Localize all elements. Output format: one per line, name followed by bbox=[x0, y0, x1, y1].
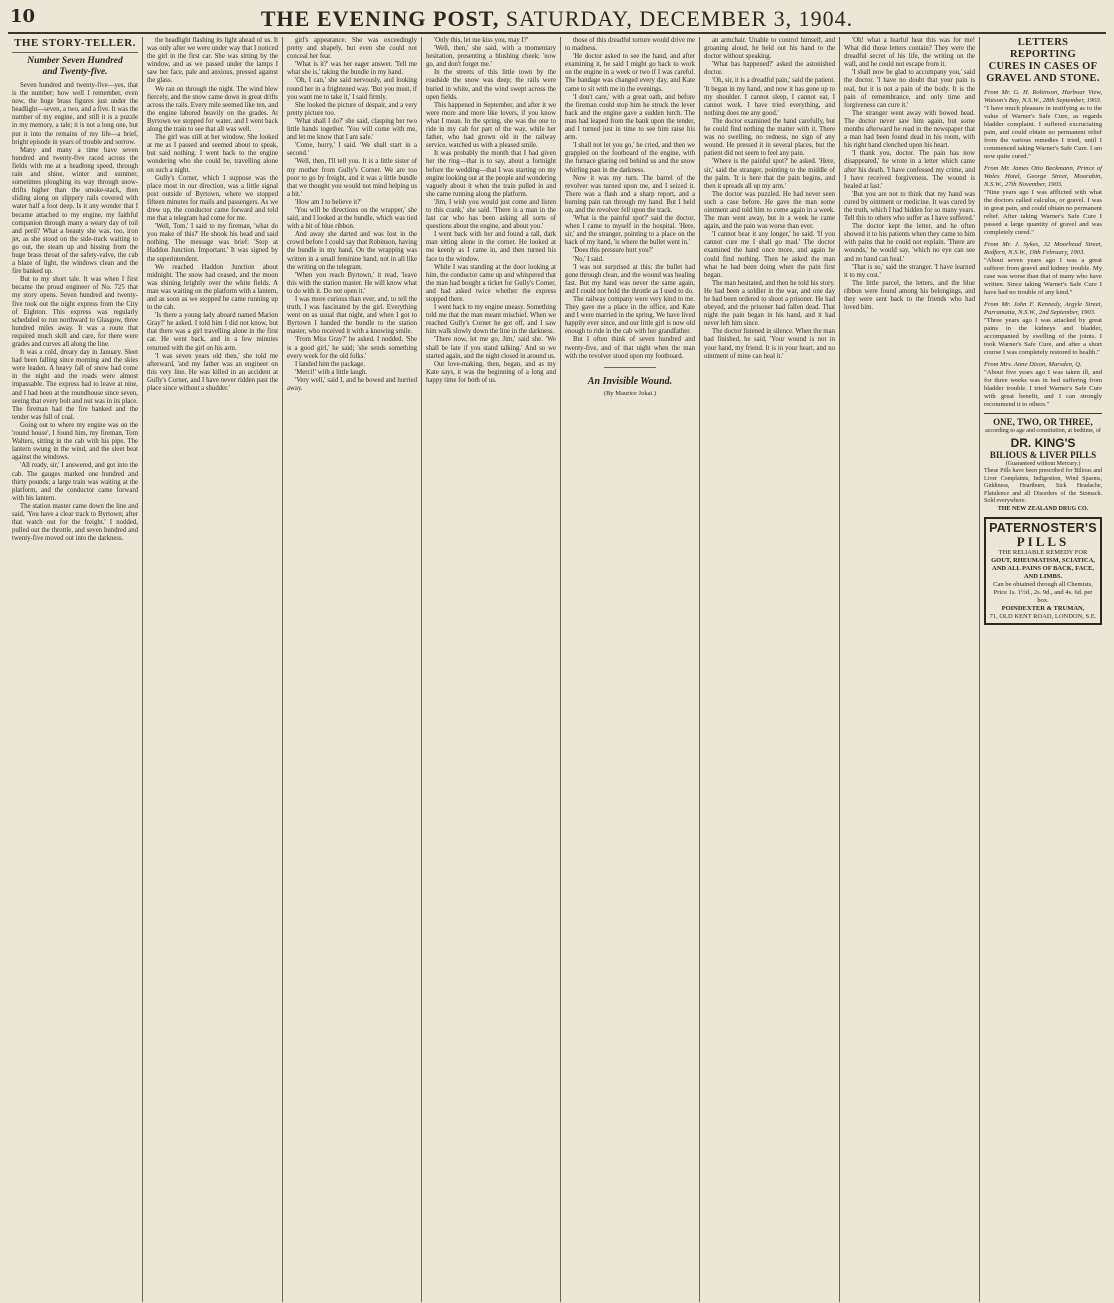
paragraph: 'What has happened?' asked the astonished doctor. bbox=[704, 61, 835, 77]
paragraph: 'Where is the painful spot?' he asked. 'Here, sir,' said the stranger, pointing to the middle of the palm. 'It is here that the pain begins, and then it spreads all up my arm.' bbox=[704, 158, 835, 190]
paragraph: The doctor listened in silence. When the man had finished, he said, 'Your wound is not in your hand, my friend. It is in your heart, and no ointment of mine can heal it.' bbox=[704, 328, 835, 360]
paragraph: 'How am I to believe it?' bbox=[295, 198, 362, 206]
paragraph: 'I was not surprised at this; the bullet had gone through clean, and the wound was healing fast. But my hand was never the same again, and I could not hold the throttle as I used to do. bbox=[565, 263, 695, 295]
paragraph: Many and many a time have seven hundred and twenty-five raced across the fields with me at a headlong speed, through rain and shine, winter and summer, sometimes ploughing its way through snow-drifts higher than the smoke-stack, then sliding along on slippery rails covered with water half a foot deep. Is it any wonder that I became attached to my engine, my faithful companion through many a weary day of toil and peril? What a beauty she was, too, iron jet, as she stood on the side-track waiting to go out, the steam up and hissing from the huge brass throat of the safety-valve, the cab a blaze of light, the windows clean and the fire banked up. bbox=[12, 146, 138, 276]
column-5 bbox=[561, 37, 700, 1302]
dosage-heading: ONE, TWO, OR THREE, bbox=[993, 417, 1093, 427]
paternoster-subtitle: THE RELIABLE REMEDY FOR bbox=[998, 549, 1088, 556]
story-title bbox=[12, 56, 138, 78]
kings-name: DR. KING'S bbox=[1010, 435, 1076, 450]
story-title-line-1: Number Seven Hundred bbox=[27, 56, 123, 66]
paternoster-ailments: GOUT, RHEUMATISM, SCIATICA, AND ALL PAINS OF BACK, FACE, AND LIMBS. bbox=[991, 557, 1095, 580]
paragraph: But I often think of seven hundred and twenty-five, and of that night when the man with the revolver stood upon my footboard. bbox=[565, 336, 695, 360]
column-8-advertisements bbox=[980, 37, 1106, 1302]
paternoster-proprietors: POINDEXTER & TRUMAN, bbox=[1001, 605, 1085, 612]
paragraph: This happened in September, and after it we were more and more like lovers, if you know what I mean. In the spring, she was the one to ride in my cab for part of the way, while her father, who had grown old in the railway service, watched us with a pleased smile. bbox=[426, 101, 556, 150]
paragraph: The girl was still at her window. She looked at me as I passed and seemed about to speak, but said nothing. I went back to the engine wondering who she could be, travelling alone on such a night. bbox=[147, 134, 278, 174]
paragraph: And away she darted and was lost in the crowd before I could say that Robinson, having the bundle in my hand, On the wrapping was written in a small feminine hand, not in all like the writing on the telegram. bbox=[287, 231, 417, 271]
paragraph: 'All ready, sir,' I answered, and got into the cab. The gauges marked one hundred and thirty pounds; a large train was waiting at the platform, and the conductor came forward with his lantern. bbox=[12, 462, 138, 502]
kings-agent: THE NEW ZEALAND DRUG CO. bbox=[997, 505, 1089, 512]
paragraph: 'I don't care,' with a great oath, and before the fireman could stop him he struck the lever back and the engine gave a sudden lurch. The man had leaped from the bank upon the tender, and I turned just in time to see him raise his arm. bbox=[565, 93, 695, 142]
paragraph: The doctor was puzzled. He had never seen such a case before. He gave the man some ointment and told him to come again in a week. The man went away, but in a week he came again, and the pain was worse than ever. bbox=[704, 190, 835, 231]
paragraph: She looked the picture of despair, and a very pretty picture too. bbox=[287, 101, 417, 117]
paragraph: 'Very well,' said I, and he bowed and hurried away. bbox=[287, 376, 417, 393]
paragraph: It was a cold, dreary day in January. Sleet had been falling since morning and the skies were leaden. A heavy fall of snow had come in the night and the roads were almost impassable. The express had to leave at nine, and I had been at the roundhouse since seven, seeing that every bolt and nut was in its place. The fireman had the fire banked and the tender was full of coal. bbox=[12, 349, 138, 421]
second-story-byline: (By Maurice Jokai.) bbox=[603, 389, 657, 397]
masthead bbox=[8, 6, 1106, 34]
paragraph: But to my short tale. It was when I first became the proud engineer of No. 725 that my story opens. Seven hundred and twenty-five took out the night express from the City of Eighton. This express was regularly scheduled to run northward to Glasgow, three hundred miles away. It was a route that required much skill and care, for there were grades and curves all along the line. bbox=[12, 276, 138, 348]
paragraph: 'I was seven years old then,' she told me afterward, 'and my father was an engineer on this very line. He was killed in an accident at Gully's Corner, and I have never ridden past the place since without a shudder.' bbox=[147, 352, 278, 393]
paragraph: 'No,' I said. bbox=[573, 255, 604, 263]
paragraph: 'Merci!' with a little laugh. bbox=[295, 368, 368, 376]
issue-date: SATURDAY, DECEMBER 3, 1904. bbox=[505, 6, 854, 31]
paper-title bbox=[8, 6, 1106, 32]
paragraph: 'Oh, sir, it is a dreadful pain,' said the patient. 'It began in my hand, and now it has gone up to my shoulder. I cannot sleep, I cannot eat, I cannot work. I have tried everything, and nothing does me any good.' bbox=[704, 77, 835, 117]
paragraph: 'Well, then, I'll tell you. It is a little sister of my mother from Gully's Corner. We are too poor to go by freight, and it was a little bundle that we thought you would not mind helping us a bit.' bbox=[287, 158, 417, 198]
ad-heading-line-3: GRAVEL AND STONE. bbox=[986, 73, 1100, 84]
paragraph: an armchair. Unable to control himself, and groaning aloud, he held out his hand to the doctor without speaking. bbox=[704, 37, 835, 61]
story-title-line-2: and Twenty-five. bbox=[42, 67, 108, 77]
paragraph: 'I cannot bear it any longer,' he said. 'If you cannot cure me I shall go mad.' The doctor examined the hand once more, and again he could find nothing. Then he asked the man what he had been doing when the pain first began. bbox=[704, 231, 835, 279]
paragraph: 'What is it?' was her eager answer. 'Tell me what she is,' taking the bundle in my hand. bbox=[287, 61, 417, 77]
paragraph: In the streets of this little town by the roadside the snow was deep; the rails were buried in white, and the wind swept across the open fields. bbox=[426, 69, 556, 101]
paragraph: 'Does this pressure hurt you?' bbox=[573, 247, 653, 255]
page-number: 10 bbox=[10, 6, 36, 27]
paragraph: The doctor kept the letter, and he often showed it to his patients when they came to him with pains that he could not explain. 'There are wounds,' he would say, 'which no eye can see and no hand can heal.' bbox=[844, 223, 975, 263]
column-1 bbox=[8, 37, 143, 1302]
paragraph: I went back to my engine uneasy. Something told me that the man meant mischief. When we reached Gully's Corner he got off, and I saw him walk slowly down the line in the darkness. bbox=[426, 304, 556, 336]
paragraph: The station master came down the line and said, 'You have a clear track to Byrtown; after that watch out for the freight.' I nodded, pulled out the throttle, and seven hundred and twenty-five moved out into the darkness. bbox=[12, 502, 138, 543]
paternoster-price-note: Can be obtained through all Chemists, Price 1s. 1½d., 2s. 9d., and 4s. 6d. per box. bbox=[993, 581, 1093, 604]
letter-sender: From Mrs. Anne Dixon, Marsden, Q. bbox=[984, 361, 1082, 368]
paragraph: 'Oh, I can,' she said nervously, and looking round her in a frightened way. 'But you must, if you want me to take it,' I said firmly. bbox=[287, 77, 417, 101]
paragraph: I was more curious than ever, and, to tell the truth, I was fascinated by the girl. Everything went on as usual that night, and when I got to Byrtown I handed the bundle to the station master, who received it with a knowing smile. bbox=[287, 296, 417, 336]
paragraph: 'Only this, let me kiss you, may I?' bbox=[434, 37, 529, 44]
paragraph: girl's appearance. She was exceedingly pretty and shapely, but even she could not conceal her fear. bbox=[287, 37, 417, 61]
paragraph: 'I shall not let you go,' he cried, and then we grappled on the footboard of the engine, with the furnace glaring red behind us and the snow whirling past in the darkness. bbox=[565, 142, 695, 174]
letter-sender: From Mr. J. Sykes, 32 Moorhead Street, Redfern, N.S.W., 19th February, 1903. bbox=[984, 241, 1102, 256]
paragraph: Going out to where my engine was on the 'round house', I found him, my fireman, Tom Walters, sitting in the cab with his pipe. The lantern swung in the wind, and the sleet beat against the windows. bbox=[12, 421, 138, 462]
ad-heading bbox=[984, 37, 1102, 85]
paragraph: 'Is there a young lady aboard named Marion Gray?' he asked. I told him I did not know, but that there was a girl travelling alone in the first car. He went back, and in a few minutes returned with the girl on his arm. bbox=[147, 312, 278, 352]
paragraph: Our love-making, then, began, and as my Kate says, it was the beginning of a long and happy time for both of us. bbox=[426, 360, 556, 384]
paternosters-pills-ad bbox=[984, 517, 1102, 625]
letter-body: "Three years ago I was attacked by great pains in the kidneys and bladder, accompanied by swelling of the joints. I took Warner's Safe Cure, and after a short course I was completely restored to health." bbox=[984, 317, 1102, 356]
paper-name: THE EVENING POST, bbox=[260, 6, 500, 31]
paragraph: 'From Miss Gray?' he asked. I nodded. 'She is a good girl,' he said; 'she sends something every week for the old folks.' bbox=[287, 336, 417, 360]
paragraph: I went back with her and found a tall, dark man sitting alone in the corner. He looked at me keenly as I came in, and then turned his face to the window. bbox=[426, 231, 556, 263]
paragraph: The man hesitated, and then he told his story. He had been a soldier in the war, and one day he had been ordered to shoot a prisoner. He had obeyed, and the prisoner had fallen dead. That night the pain began in his hand, and it had never left him since. bbox=[704, 279, 836, 328]
ad-heading-line-2: CURES IN CASES OF bbox=[988, 61, 1098, 72]
paragraph: We ran on through the night. The wind blew fiercely, and the snow came down in great drifts across the rails. Every mile seemed like ten, and the engine labored heavily on the grades. At Byrtown we stopped for water, and I went back along the train to see that all was well. bbox=[147, 85, 278, 134]
paragraph: 'He doctor asked to see the hand, and after examining it, he said I might go back to work on the engine in a week or two if I was careful. The bandage was changed every day, and Kate came to sit with me in the evenings. bbox=[565, 53, 695, 93]
dr-kings-pills-ad bbox=[984, 413, 1102, 513]
testimonial-letter bbox=[984, 241, 1102, 297]
page-columns bbox=[8, 37, 1106, 1302]
divider bbox=[604, 367, 656, 368]
column-3 bbox=[283, 37, 422, 1302]
paternoster-pills-word: PILLS bbox=[1016, 534, 1070, 549]
letter-body: "Nine years ago I was afflicted with what the doctors called calculus, or gravel. I was in great pain, and could obtain no permanent relief. After taking Warner's Safe Cure I passed a large quantity of gravel and was completely cured." bbox=[984, 189, 1102, 236]
testimonial-letter bbox=[984, 361, 1102, 409]
paternoster-name: PATERNOSTER'S bbox=[989, 521, 1097, 535]
paragraph: the headlight flashing its light ahead of us. It was only after we were under way that I noticed the girl in the first car. She was sitting by the window, and as we passed under the lamps I saw her face, pale and anxious, pressed against the glass. bbox=[147, 37, 278, 85]
paragraph: 'I shall now be glad to accompany you,' said the doctor. 'I have no doubt that your pain is real, but it is not a pain of the body. It is the pain of remembrance, and only time and forgiveness can cure it.' bbox=[844, 69, 975, 109]
paragraph: 'Well, Tom,' I said to my fireman, 'what do you make of this?' He shook his head and said nothing. The message was brief: 'Stop at Haddon Junction. Important.' It was signed by the superintendent. bbox=[147, 223, 278, 263]
paragraph: 'I thank you, doctor. The pain has now disappeared,' he wrote in a letter which came after his death. 'I have confessed my crime, and I have received forgiveness. The wound is healed at last.' bbox=[844, 150, 975, 190]
paragraph: 'That is so,' said the stranger. 'I have learned it to my cost.' bbox=[844, 263, 975, 279]
paragraph: We reached Haddon Junction about midnight. The snow had ceased, and the moon was shining brightly over the white fields. A man was waiting on the platform with a lantern, and as soon as we stopped he came running up to the cab. bbox=[147, 263, 278, 312]
paragraph: 'What is the painful spot?' said the doctor, when I came to myself in the hospital. 'Here, sir,' and the stranger, pointing to a place on the back of my hand, 'is where the bullet went in.' bbox=[565, 215, 695, 247]
letter-sender: From Mr. James Otto Beckmann, Prince of Wales Hotel, George Street, Moorabin, N.S.W., 27th November, 1903. bbox=[984, 165, 1102, 188]
letter-sender: From Mr. G. H. Robinson, Harbour View, Watson's Bay, N.S.W., 28th September, 1903. bbox=[984, 89, 1102, 104]
paragraph: Now it was my turn. The barrel of the revolver was turned upon me, and I seized it. There was a flash and a sharp report, and a burning pain ran through my hand. But I held on, and the revolver fell upon the track. bbox=[565, 174, 695, 214]
letter-sender: From Mr. John F. Kennedy, Argyle Street, Parramatta, N.S.W., 2nd September, 1903. bbox=[984, 301, 1102, 316]
paragraph: 'There now, let me go, Jim,' said she. 'We shall be late if you stand talking.' And so we started again, and the night closed in around us. bbox=[426, 336, 556, 360]
kings-pills-title: BILIOUS & LIVER PILLS bbox=[989, 449, 1097, 460]
paragraph: Seven hundred and twenty-five—yes, that is the number; how well I remember, even now, the huge brass figures just under the headlight—seven, a two, and a five. It was the number of my engine, and still it is a puzzle in my memory, a tale; it is not a long one, but put it into the remains of my life—a brief, bright episode in years of trouble and sorrow. bbox=[12, 82, 138, 146]
paragraph: 'Oh! what a fearful heat this was for me! What did those letters contain? They were the dreadful secret of his life, the writing on the wall, and he could not escape from it. bbox=[844, 37, 975, 69]
paragraph: those of this dreadful torture would drive me to madness. bbox=[565, 37, 695, 53]
paragraph: 'But you are not to think that my hand was cured by ointment or medicine. It was cured by the truth, which I had hidden for so many years. Tell this to others who suffer as I have suffered.' bbox=[844, 190, 975, 223]
kings-description: These Pills have been prescribed for Bilious and Liver Complaints, Indigestion, Wind Spasms, Giddiness, Heartburn, Sick Headache, Flatulence and all Disorders of the Stomach. Sold everywhere. bbox=[984, 468, 1102, 504]
paragraph: The doctor examined the hand carefully, but he could find nothing the matter with it. There was no swelling, no redness, no sign of any wound. He pressed it in several places, but the patient did not seem to feel any pain. bbox=[704, 117, 835, 158]
paragraph: 'Well, then,' she said, with a momentary hesitation, presenting a blushing cheek; 'now go, and don't forget me.' bbox=[426, 45, 556, 69]
paragraph: It was probably the month that I had given her the ring—that is to say, about a fortnight before the wedding—that I was starting on my engine looking out at the people and wondering vaguely about it when the train pulled in and she came running along the platform. bbox=[426, 150, 556, 198]
paragraph: The railway company were very kind to me. They gave me a place in the office, and Kate and I were married in the spring. We have lived happily ever since, and our little girl is now old enough to ride in the cab with her grandfather. bbox=[565, 296, 695, 336]
column-7 bbox=[840, 37, 980, 1302]
paragraph: 'What shall I do?' she said, clasping her two little hands together. 'You will come with me, and let me know that I am safe.' bbox=[287, 117, 417, 142]
testimonial-letter bbox=[984, 165, 1102, 237]
column-2 bbox=[143, 37, 283, 1302]
paragraph: 'When you reach Byrtown,' it read, 'leave this with the station master. He will know what to do with it. Do not open it.' bbox=[287, 271, 417, 295]
column-6 bbox=[700, 37, 840, 1302]
kings-guarantee: (Guaranteed without Mercury.) bbox=[1005, 460, 1081, 467]
paragraph: 'Jim, I wish you would just come and listen to this crank,' she said. 'There is a man in the last car who has been asking all sorts of questions about the engine, and about you.' bbox=[426, 198, 556, 231]
ad-heading-line-1: LETTERS REPORTING bbox=[1010, 37, 1076, 60]
paragraph: 'Come, hurry,' I said. 'We shall start in a second.' bbox=[287, 142, 417, 158]
section-heading: THE STORY-TELLER. bbox=[12, 37, 138, 53]
dosage-note: according to age and constitution, at bedtime, of bbox=[985, 428, 1101, 434]
paragraph: While I was standing at the door looking at him, the conductor came up and whispered that the man had bought a ticket for Gully's Corner, and had asked twice whether the express stopped there. bbox=[426, 263, 556, 303]
letter-body: "About seven years ago I was a great sufferer from gravel and kidney trouble. My case was worse than that of many who have written. Since taking Warner's Safe Cure I have had no trouble of any kind." bbox=[984, 257, 1102, 296]
paragraph: The stranger went away with bowed head. The doctor never saw him again, but some months afterward he read in the newspaper that a man had been found dead in his room, with his right hand clenched upon his heart. bbox=[844, 109, 975, 150]
letter-body: "About five years ago I was taken ill, and for three weeks was in bed suffering from bladder trouble. I tried Warner's Safe Cure with great benefit, and I can strongly recommend it to others." bbox=[984, 369, 1102, 408]
letter-body: "I have much pleasure in testifying as to the value of Warner's Safe Cure, as regards bladder complaint. I suffered excruciating pain, and could obtain no permanent relief from the various remedies I tried, until I commenced taking Warner's Safe Cure. I am now quite cured." bbox=[984, 105, 1102, 160]
second-story-title: An Invisible Wound. bbox=[587, 375, 673, 387]
column-4 bbox=[422, 37, 561, 1302]
paragraph: The little parcel, the letters, and the blue ribbon were found among his belongings, and they were sent back to the friends who had loved him. bbox=[844, 279, 975, 312]
paragraph: 'You will be directions on the wrapper,' she said, and I looked at the bundle, which was tied with a bit of blue ribbon. bbox=[287, 206, 417, 231]
testimonial-letter bbox=[984, 89, 1102, 161]
testimonial-letter bbox=[984, 301, 1102, 357]
paragraph: Gully's Corner, which I suppose was the place most in our direction, was a little signal post outside of Byrtown, where we stopped fifteen minutes for mails and passengers. As we drew up, the conductor came forward and told me that a telegram had come for me. bbox=[147, 174, 278, 223]
paragraph: I landed him the package. bbox=[295, 360, 366, 368]
paternoster-address: 71, OLD KENT ROAD, LONDON, S.E. bbox=[989, 613, 1097, 620]
